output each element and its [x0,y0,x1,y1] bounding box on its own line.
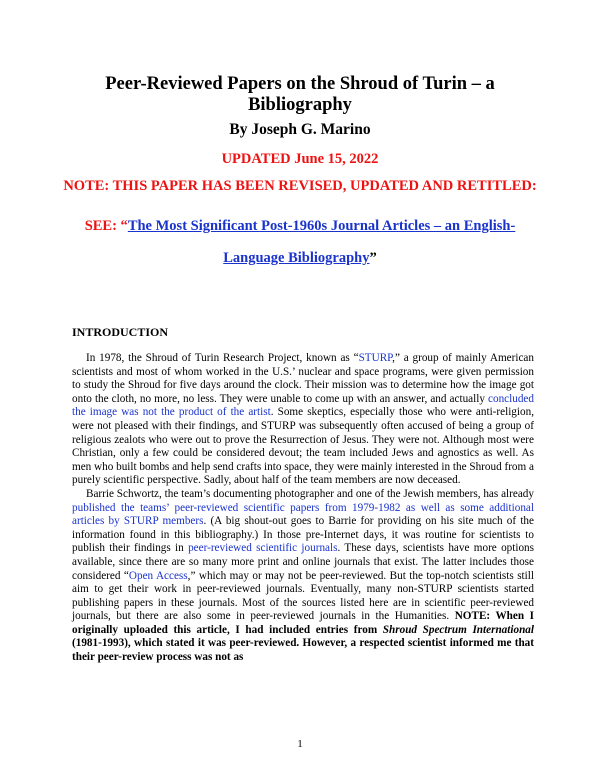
sturp-link[interactable]: STURP [358,352,393,364]
sturp-papers-link[interactable]: published the teams’ peer-reviewed scientific papers from 1979-1982 as well as some additional articles by STURP members [72,501,534,528]
p1-text-3: . Some skeptics, especially those who were anti-religion, were not pleased with their findings, and STURP was subsequently often accused of being a group of religious zealots who were out to prove the Resurrection of Jesus. They were not. Although most were Christian, only a few could be considered devout; the team included Jews and agnostics as well. As men who built bombs and help send crafts into space, they were mainly interested in the Shroud from a purely scientific perspective. Sadly, about half of the team members are now deceased. [72,406,534,487]
note-bold-2: (1981-1993), which stated it was peer-reviewed. However, a respected scientist informed me that their peer-review process was not as [72,637,534,664]
paragraph-1 [72,352,534,488]
see-suffix: ” [369,250,377,266]
p2-text-4: ,” which may or may not be peer-reviewed. But the top-notch scientists still aim to get their work in peer-reviewed journals. Eventually, many non-STURP scientists started publishing papers in these journals. Most of the sources listed here are in scientific peer-reviewed journals, but there are also some in peer-reviewed journals in the Humanities. [72,569,534,623]
introduction-heading: INTRODUCTION [72,325,169,339]
p2-text-2: . (A big shout-out goes to Barrie for providing on his site much of the information found in this bibliography.) In those pre-Internet days, it was routine for scientists to publish their findings in [72,515,534,555]
note-bold-1: NOTE: When I originally uploaded this article, I had included entries from [72,610,534,636]
revised-article-link[interactable]: The Most Significant Post-1960s Journal Articles – an English-Language Bibliography [127,218,516,266]
conclusion-link[interactable]: concluded the image was not the product of the artist [72,392,534,419]
updated-date: UPDATED June 15, 2022 [221,151,379,167]
introduction-body [72,352,534,665]
document-title: Peer-Reviewed Papers on the Shroud of Turin – a Bibliography [105,74,495,115]
paragraph-2 [72,488,534,665]
revision-note: NOTE: THIS PAPER HAS BEEN REVISED, UPDATED AND RETITLED: [63,178,537,194]
p2-text-3: . These days, scientists have more options available, since there are so many more print and online journals that exist. The latter includes those considered “ [72,542,535,582]
journal-name: Shroud Spectrum International [382,623,534,636]
p1-text-1: In 1978, the Shroud of Turin Research Project, known as “ [86,352,359,364]
open-access-link[interactable]: Open Access [128,569,188,582]
page-number: 1 [297,738,303,750]
see-prefix: SEE: “ [84,218,128,234]
p2-text-1: Barrie Schwortz, the team’s documenting photographer and one of the Jewish members, has already [86,487,534,500]
p1-text-2: ,” a group of mainly American scientists and most of whom worked in the U.S.’ nuclear and space programs, were given permission to study the Shroud for five days around the clock. Their mission was to determine how the image got onto the cloth, no more, no less. They were unable to come up with an answer, and actually [72,352,534,405]
see-reference [80,210,520,274]
author-line: By Joseph G. Marino [229,121,371,138]
peer-reviewed-journals-link[interactable]: peer-reviewed scientific journals [188,542,338,555]
